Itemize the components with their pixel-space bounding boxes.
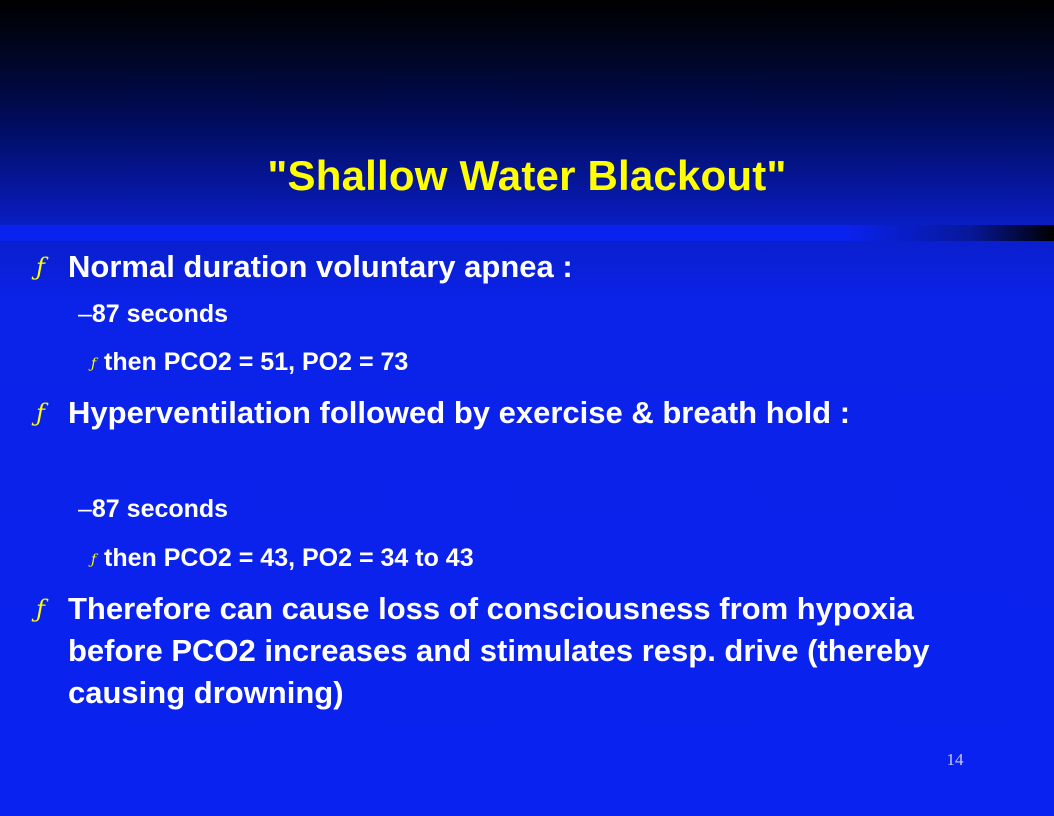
bullet-item-2-text: Hyperventilation followed by exercise & breath hold : — [68, 395, 851, 430]
bullet-item-3-text: Therefore can cause loss of consciousness from hypoxia before PCO2 increases and stimulates resp. drive (thereby causing drowning) — [68, 591, 930, 710]
page-number: 14 — [946, 750, 964, 769]
sub-item-2 — [78, 492, 228, 526]
bullet-icon: ƒ — [36, 253, 45, 281]
dash-icon: – — [78, 495, 92, 523]
bullet-icon: ƒ — [36, 595, 45, 623]
subsub-item-2 — [91, 541, 474, 575]
sub-item-1 — [78, 297, 228, 331]
sub-bullet-icon: ƒ — [91, 552, 97, 568]
bullet-item-3 — [36, 588, 998, 714]
sub-item-1-text: 87 seconds — [91, 300, 229, 328]
sub-item-2-text: 87 seconds — [91, 495, 229, 523]
slide-title: "Shallow Water Blackout" — [267, 152, 787, 199]
bullet-item-1-text: Normal duration voluntary apnea : — [68, 249, 573, 284]
bullet-icon: ƒ — [36, 399, 45, 427]
bullet-item-1 — [36, 246, 1028, 288]
dash-icon: – — [78, 300, 92, 328]
subsub-item-1 — [91, 345, 409, 379]
bullet-item-2 — [36, 392, 1028, 434]
sub-bullet-icon: ƒ — [91, 356, 97, 372]
subsub-item-1-text: then PCO2 = 51, PO2 = 73 — [104, 348, 409, 376]
subsub-item-2-text: then PCO2 = 43, PO2 = 34 to 43 — [104, 544, 474, 572]
title-divider-band — [0, 225, 1054, 241]
